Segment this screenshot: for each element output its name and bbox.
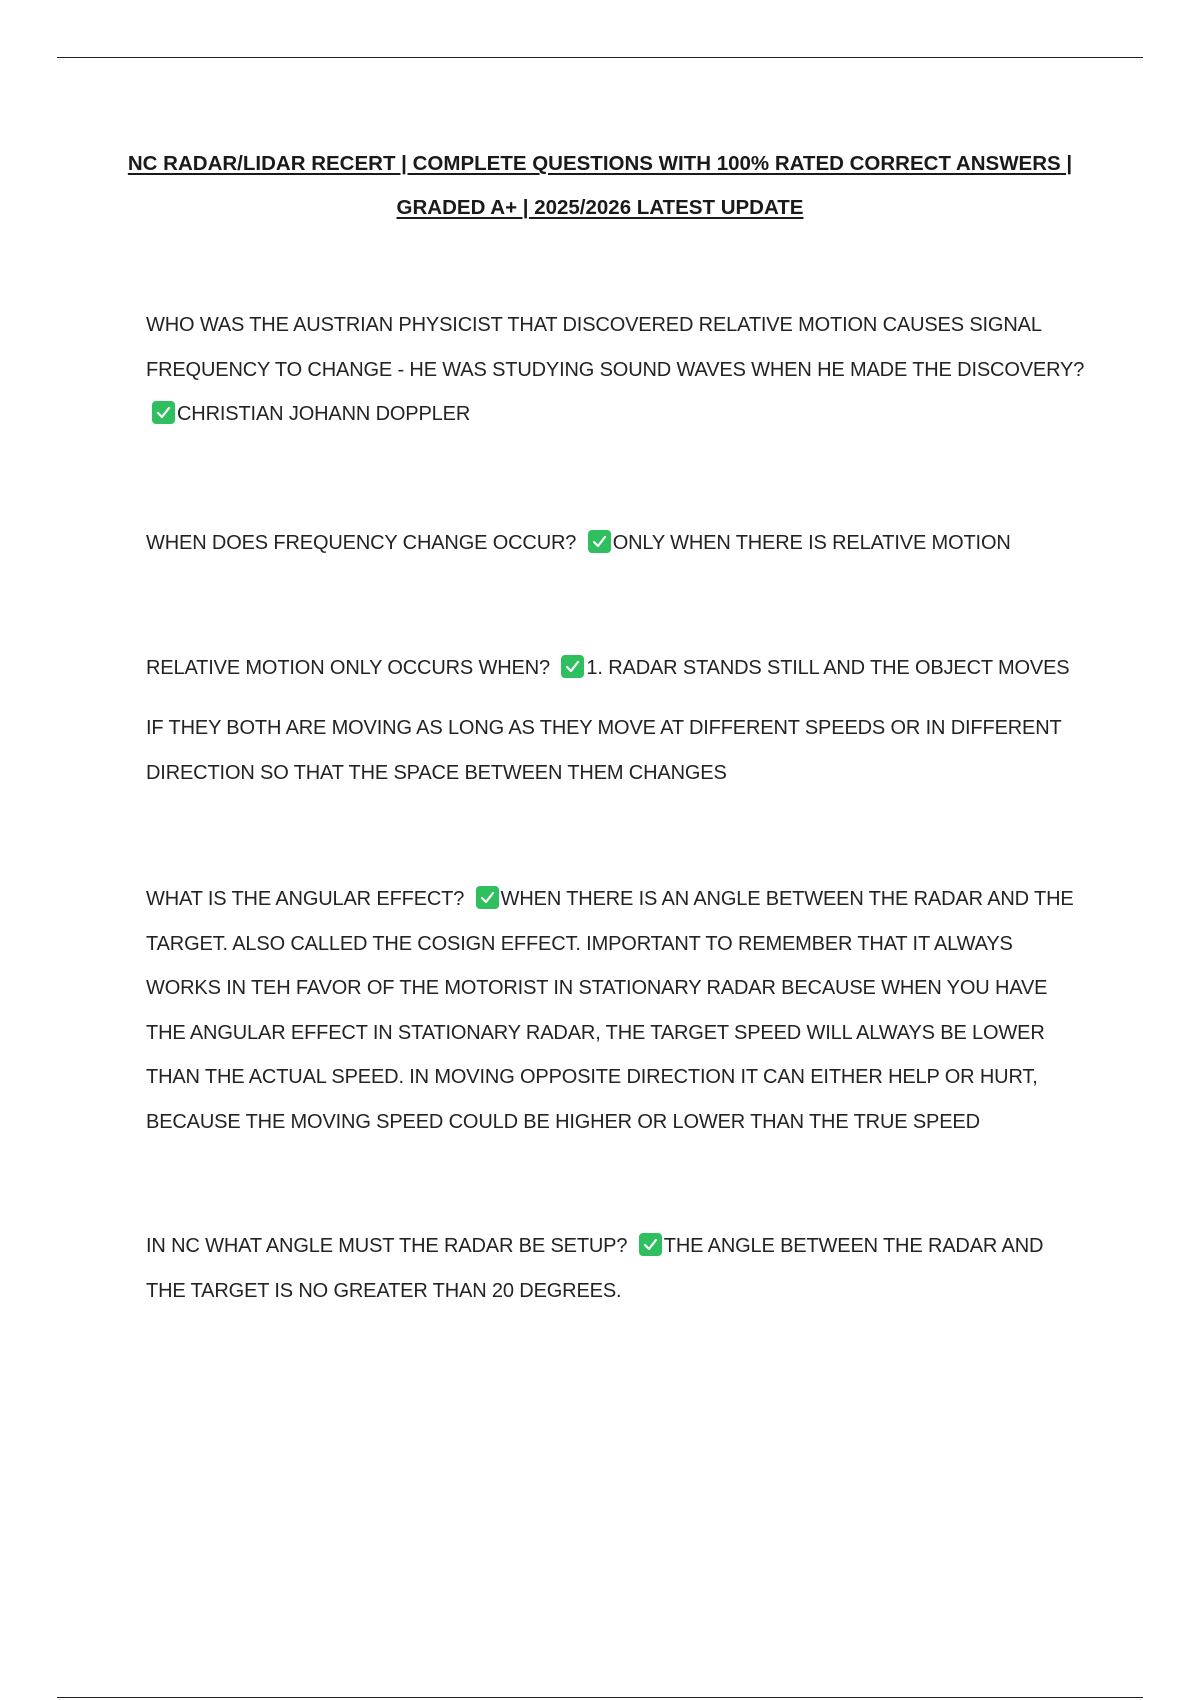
answer-text: THE ANGLE BETWEEN THE RADAR AND THE TARGET IS NO GREATER THAN 20 DEGREES.	[146, 1235, 1044, 1302]
question-text: WHAT IS THE ANGULAR EFFECT?	[146, 888, 465, 910]
bottom-rule	[57, 1697, 1143, 1698]
question-text: WHEN DOES FREQUENCY CHANGE OCCUR?	[146, 532, 577, 554]
qa-item-4	[146, 877, 1086, 1144]
qa-item-3	[146, 646, 1086, 691]
check-mark-icon	[588, 530, 611, 553]
check-mark-icon	[639, 1233, 662, 1256]
qa-item-1	[146, 303, 1086, 437]
check-mark-icon	[152, 401, 175, 424]
qa-item-2	[146, 521, 1086, 566]
question-text: WHO WAS THE AUSTRIAN PHYSICIST THAT DISCOVERED RELATIVE MOTION CAUSES SIGNAL FREQUENCY TO CHANGE - HE WAS STUDYING SOUND WAVES WHEN HE MADE THE DISCOVERY?	[146, 314, 1085, 381]
qa-item-3-continuation: IF THEY BOTH ARE MOVING AS LONG AS THEY MOVE AT DIFFERENT SPEEDS OR IN DIFFERENT DIRECTION SO THAT THE SPACE BETWEEN THEM CHANGES	[146, 717, 1062, 784]
check-mark-icon	[561, 655, 584, 678]
qa-item-5	[146, 1224, 1086, 1313]
answer-text: 1. RADAR STANDS STILL AND THE OBJECT MOVES	[586, 657, 1070, 679]
top-rule	[57, 57, 1143, 58]
answer-text: WHEN THERE IS AN ANGLE BETWEEN THE RADAR AND THE TARGET. ALSO CALLED THE COSIGN EFFECT. IMPORTANT TO REMEMBER THAT IT ALWAYS WORKS IN TEH FAVOR OF THE MOTORIST IN STATIONARY RADAR BECAUSE WHEN YOU HAVE THE ANGULAR EFFECT IN STATIONARY RADAR, THE TARGET SPEED WILL ALWAYS BE LOWER THAN THE ACTUAL SPEED. IN MOVING OPPOSITE DIRECTION IT CAN EITHER HELP OR HURT, BECAUSE THE MOVING SPEED COULD BE HIGHER OR LOWER THAN THE TRUE SPEED	[146, 888, 1074, 1133]
document-title: NC RADAR/LIDAR RECERT | COMPLETE QUESTIONS WITH 100% RATED CORRECT ANSWERS | GRADED A+ | 2025/2026 LATEST UPDATE	[127, 152, 1073, 219]
check-mark-icon	[476, 886, 499, 909]
answer-text: ONLY WHEN THERE IS RELATIVE MOTION	[612, 532, 1011, 554]
question-text: IN NC WHAT ANGLE MUST THE RADAR BE SETUP?	[146, 1235, 628, 1257]
question-text: RELATIVE MOTION ONLY OCCURS WHEN?	[146, 657, 550, 679]
answer-text: CHRISTIAN JOHANN DOPPLER	[177, 403, 471, 425]
